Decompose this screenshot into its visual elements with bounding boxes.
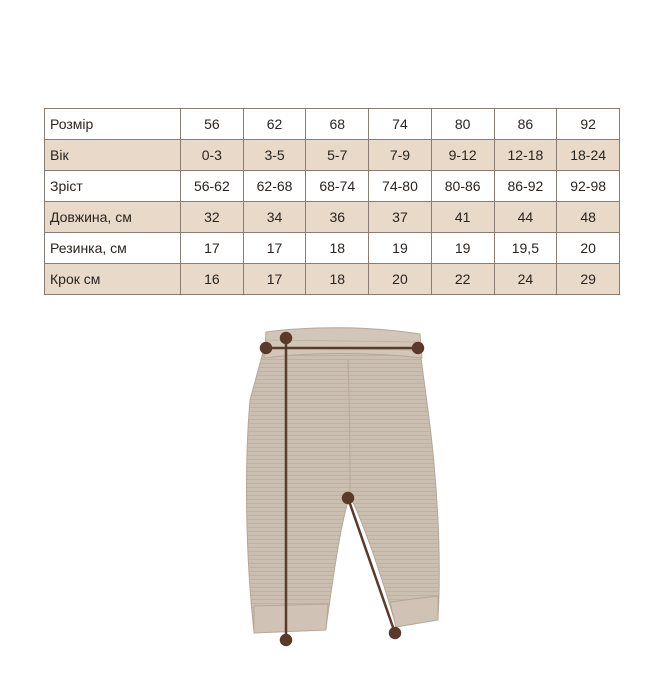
row-label: Розмір [45, 109, 181, 140]
row-label: Довжина, см [45, 202, 181, 233]
table-row-size [45, 109, 620, 140]
table-cell: 18 [306, 233, 369, 264]
table-cell: 62-68 [243, 171, 306, 202]
pants-right-cuff [390, 596, 438, 627]
table-cell: 48 [557, 202, 620, 233]
table-cell: 86 [494, 109, 557, 140]
row-label: Зріст [45, 171, 181, 202]
table-cell: 34 [243, 202, 306, 233]
table-cell: 19 [369, 233, 432, 264]
table-cell: 9-12 [431, 140, 494, 171]
table-cell: 74-80 [369, 171, 432, 202]
table-cell: 92-98 [557, 171, 620, 202]
table-cell: 74 [369, 109, 432, 140]
table-row-height [45, 171, 620, 202]
size-chart-table [44, 108, 620, 295]
table-cell: 17 [243, 233, 306, 264]
table-cell: 0-3 [181, 140, 244, 171]
table-cell: 18 [306, 264, 369, 295]
table-cell: 37 [369, 202, 432, 233]
pants-body [247, 331, 440, 632]
table-cell: 80 [431, 109, 494, 140]
table-cell: 19 [431, 233, 494, 264]
pants-measurement-icon [230, 320, 440, 650]
table-cell: 29 [557, 264, 620, 295]
table-cell: 86-92 [494, 171, 557, 202]
table-cell: 32 [181, 202, 244, 233]
table-cell: 3-5 [243, 140, 306, 171]
table-cell: 68 [306, 109, 369, 140]
table-cell: 16 [181, 264, 244, 295]
table-cell: 12-18 [494, 140, 557, 171]
table-cell: 17 [181, 233, 244, 264]
row-label: Крок см [45, 264, 181, 295]
table-row-age [45, 140, 620, 171]
table-cell: 20 [557, 233, 620, 264]
table-cell: 56-62 [181, 171, 244, 202]
table-cell: 24 [494, 264, 557, 295]
row-label: Вік [45, 140, 181, 171]
row-label: Резинка, см [45, 233, 181, 264]
table-cell: 5-7 [306, 140, 369, 171]
table-cell: 41 [431, 202, 494, 233]
table-cell: 56 [181, 109, 244, 140]
table-cell: 36 [306, 202, 369, 233]
table-cell: 18-24 [557, 140, 620, 171]
table-cell: 80-86 [431, 171, 494, 202]
table-cell: 22 [431, 264, 494, 295]
table-cell: 20 [369, 264, 432, 295]
table-row-waistband [45, 233, 620, 264]
pants-left-cuff [254, 604, 328, 633]
table-cell: 92 [557, 109, 620, 140]
table-cell: 17 [243, 264, 306, 295]
table-cell: 7-9 [369, 140, 432, 171]
table-row-length [45, 202, 620, 233]
table-cell: 44 [494, 202, 557, 233]
table-cell: 62 [243, 109, 306, 140]
table-cell: 19,5 [494, 233, 557, 264]
table-cell: 68-74 [306, 171, 369, 202]
table-row-inseam [45, 264, 620, 295]
